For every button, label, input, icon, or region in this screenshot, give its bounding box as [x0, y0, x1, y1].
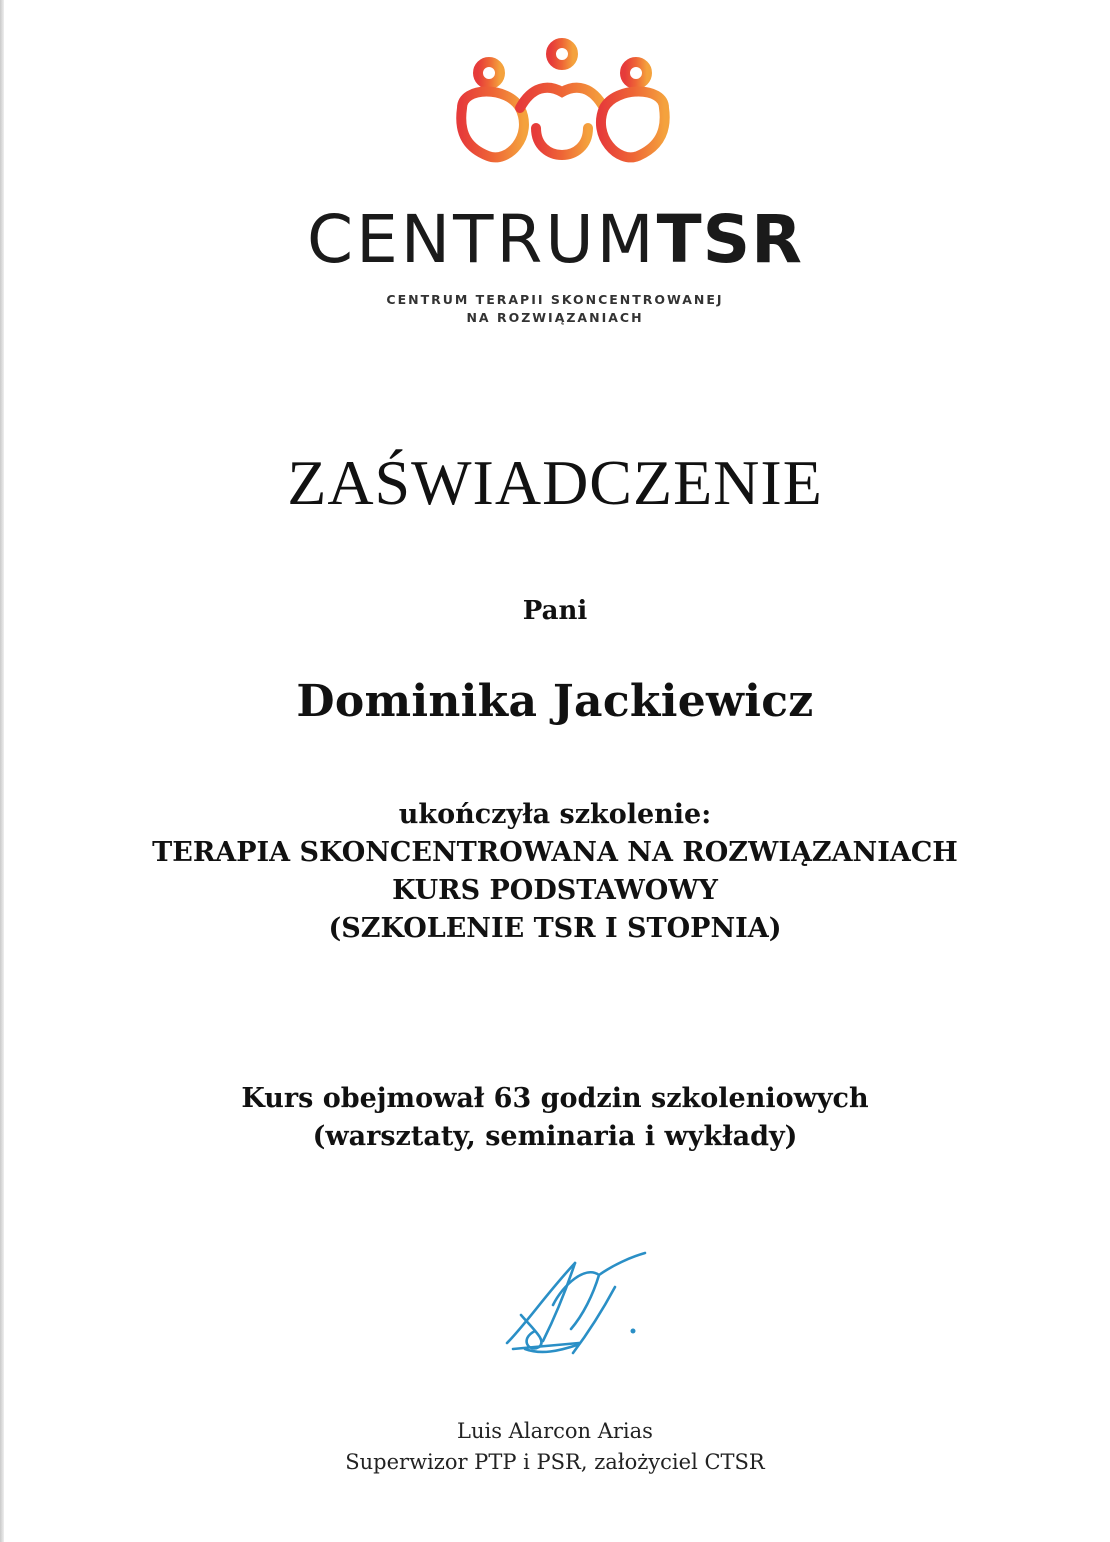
brand-light: CENTRUM — [307, 201, 657, 278]
completed-label: ukończyła szkolenie: — [398, 799, 712, 830]
salutation: Pani — [522, 596, 588, 626]
brand-wordmark — [0, 200, 1110, 280]
recipient-name: Dominika Jackiewicz — [296, 676, 814, 727]
certificate-title: ZAŚWIADCZENIE — [287, 447, 823, 518]
hours-block — [0, 1080, 1110, 1156]
three-people-logo-icon — [448, 36, 680, 181]
course-block — [0, 796, 1110, 948]
course-degree: (SZKOLENIE TSR I STOPNIA) — [328, 913, 782, 944]
signatory-block — [0, 1416, 1110, 1478]
handwritten-signature — [495, 1245, 655, 1365]
course-name: TERAPIA SKONCENTROWANA NA ROZWIĄZANIACH — [152, 837, 958, 868]
tagline-line1: CENTRUM TERAPII SKONCENTROWANEJ — [386, 292, 724, 307]
brand-bold: TSR — [656, 201, 803, 278]
course-level: KURS PODSTAWOWY — [392, 875, 718, 906]
signatory-role: Superwizor PTP i PSR, założyciel CTSR — [345, 1450, 765, 1474]
tagline-line2: NA ROZWIĄZANIACH — [466, 310, 644, 325]
hours-text: Kurs obejmował 63 godzin szkoleniowych — [241, 1083, 869, 1114]
signatory-name: Luis Alarcon Arias — [457, 1419, 653, 1443]
hours-detail: (warsztaty, seminaria i wykłady) — [312, 1121, 798, 1152]
